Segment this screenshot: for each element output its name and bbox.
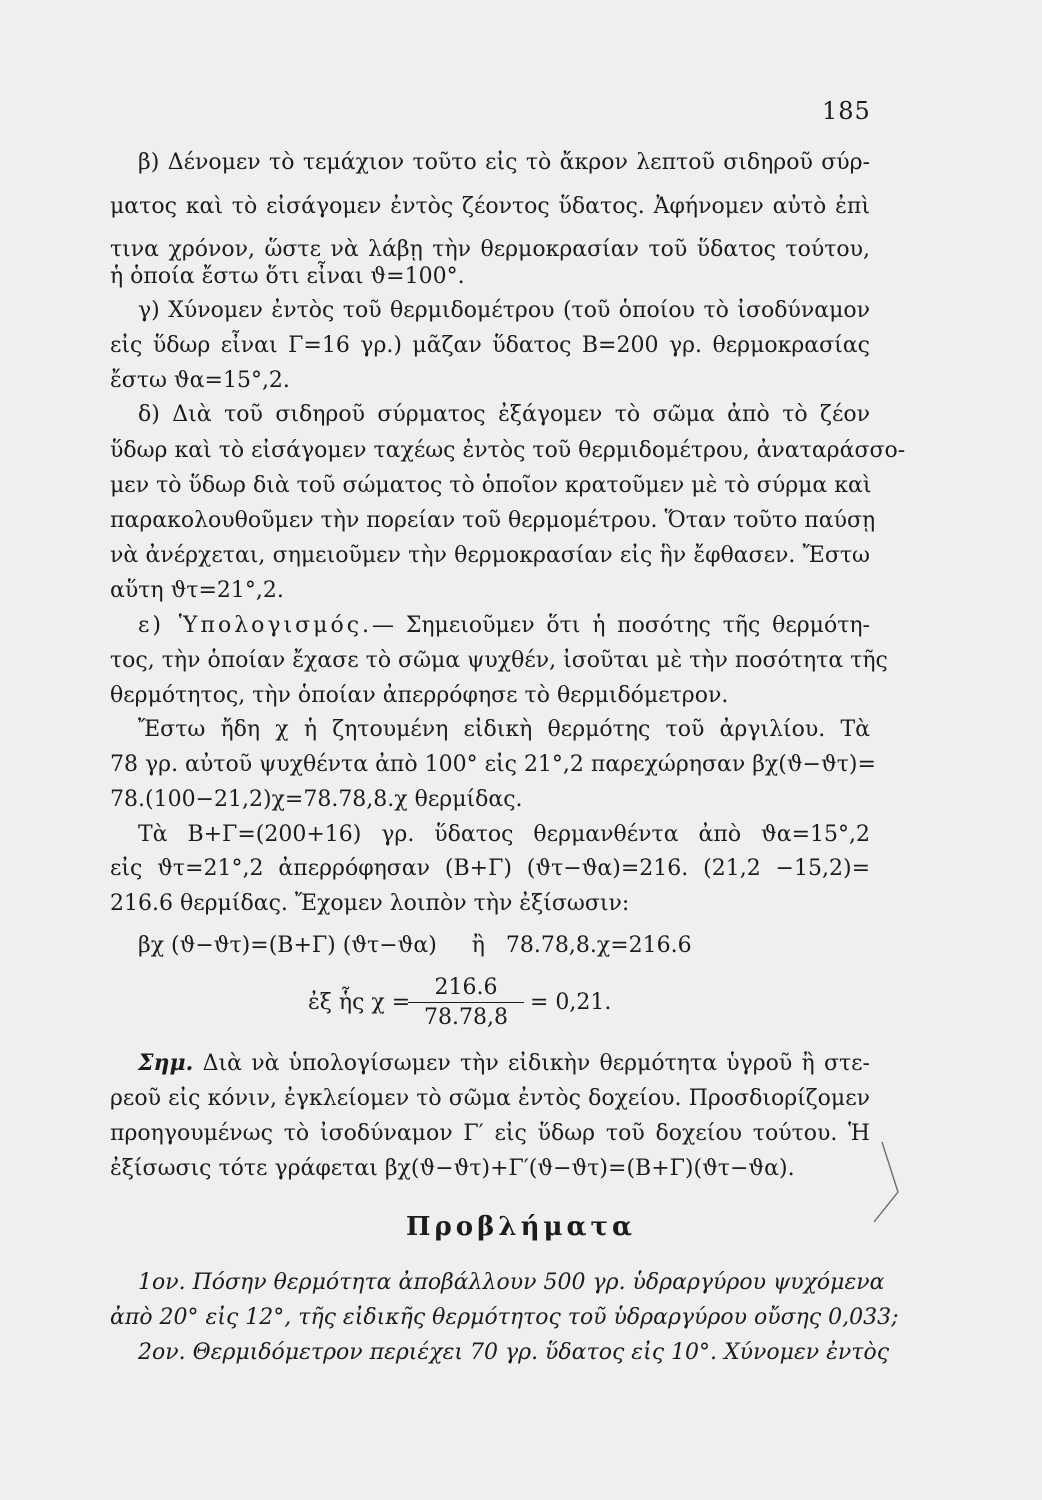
text-line-epsilon: [138, 611, 870, 641]
note-label: Σημ.: [138, 1050, 194, 1076]
text-line: νὰ ἀνέρχεται, σημειοῦμεν τὴν θερμοκρασίαν εἰς ἣν ἔφθασεν. Ἔστω: [110, 543, 870, 568]
section-label: ε) Ὑπολογισμός.: [138, 613, 373, 638]
section-heading: Προβλήματα: [405, 1212, 637, 1242]
text-line: τος, τὴν ὁποίαν ἔχασε τὸ σῶμα ψυχθέν, ἰσοῦται μὲ τὴν ποσότητα τῆς: [110, 648, 888, 673]
text-line: ρεοῦ εἰς κόνιν, ἐγκλείομεν τὸ σῶμα ἐντὸς δοχείου. Προσδιορίζομεν: [110, 1086, 870, 1111]
text-line: ἔστω ϑα=15°,2.: [110, 368, 290, 393]
text-line: τινα χρόνον, ὥστε νὰ λάβῃ τὴν θερμοκρασίαν τοῦ ὕδατος τούτου,: [110, 237, 870, 262]
equation: βχ (ϑ−ϑτ)=(Β+Γ) (ϑτ−ϑα) ἢ 78.78,8.χ=216.6: [138, 933, 692, 958]
text-line: Ἔστω ἤδη χ ἡ ζητουμένη εἰδικὴ θερμότης τοῦ ἀργιλίου. Τὰ: [138, 717, 870, 742]
text-line: δ) Διὰ τοῦ σιδηροῦ σύρματος ἐξάγομεν τὸ σῶμα ἀπὸ τὸ ζέον: [138, 402, 870, 427]
text-line: εἰς ὕδωρ εἶναι Γ=16 γρ.) μᾶζαν ὕδατος Β=200 γρ. θερμοκρασίας: [110, 333, 870, 358]
text-line: 78.(100−21,2)χ=78.78,8.χ θερμίδας.: [110, 787, 523, 812]
text-line: β) Δένομεν τὸ τεμάχιον τοῦτο εἰς τὸ ἄκρον λεπτοῦ σιδηροῦ σύρ-: [138, 150, 870, 175]
text-line: ἡ ὁποία ἔστω ὅτι εἶναι ϑ=100°.: [110, 264, 465, 289]
fraction-numerator: 216.6: [408, 975, 524, 1003]
text-line: ὕδωρ καὶ τὸ εἰσάγομεν ταχέως ἐντὸς τοῦ θερμιδομέτρου, ἀναταράσσο-: [110, 438, 906, 463]
problem-line: ἀπὸ 20° εἰς 12°, τῆς εἰδικῆς θερμότητος τοῦ ὑδραργύρου οὔσης 0,033;: [110, 1305, 899, 1330]
fraction-denominator: 78.78,8: [424, 1005, 508, 1030]
problem-line: 2ον. Θερμιδόμετρον περιέχει 70 γρ. ὕδατος εἰς 10°. Χύνομεν ἐντὸς: [138, 1340, 890, 1365]
text-span: — Σημειοῦμεν ὅτι ἡ ποσότης τῆς θερμότη-: [372, 613, 870, 638]
text-line: μεν τὸ ὕδωρ διὰ τοῦ σώματος τὸ ὁποῖον κρατοῦμεν μὲ τὸ σύρμα καὶ: [110, 473, 872, 498]
text-line: θερμότητος, τὴν ὁποίαν ἀπερρόφησε τὸ θερμιδόμετρον.: [110, 683, 729, 708]
fraction: [408, 975, 524, 1030]
page-number: 185: [822, 97, 871, 125]
text-line: παρακολουθοῦμεν τὴν πορείαν τοῦ θερμομέτρου. Ὅταν τοῦτο παύσῃ: [110, 508, 876, 533]
text-line: 78 γρ. αὐτοῦ ψυχθέντα ἀπὸ 100° εἰς 21°,2 παρεχώρησαν βχ(ϑ−ϑτ)=: [110, 752, 876, 777]
text-line: γ) Χύνομεν ἐντὸς τοῦ θερμιδομέτρου (τοῦ ὁποίου τὸ ἰσοδύναμον: [138, 298, 870, 323]
text-line: εἰς ϑτ=21°,2 ἀπερρόφησαν (Β+Γ) (ϑτ−ϑα)=216. (21,2 −15,2)=: [110, 856, 870, 881]
text-line: προηγουμένως τὸ ἰσοδύναμον Γ′ εἰς ὕδωρ τοῦ δοχείου τούτου. Ἡ: [110, 1121, 870, 1146]
text-line: ἐξίσωσις τότε γράφεται βχ(ϑ−ϑτ)+Γ′(ϑ−ϑτ)=(Β+Γ)(ϑτ−ϑα).: [110, 1156, 795, 1181]
equation-prefix: ἐξ ἧς χ =: [308, 990, 411, 1015]
text-line: αὕτη ϑτ=21°,2.: [110, 578, 284, 603]
text-span: Διὰ νὰ ὑπολογίσωμεν τὴν εἰδικὴν θερμότητα ὑγροῦ ἢ στε-: [193, 1051, 870, 1076]
problem-line: 1ον. Πόσην θερμότητα ἀποβάλλουν 500 γρ. ὑδραργύρου ψυχόμενα: [138, 1270, 885, 1295]
text-line: ματος καὶ τὸ εἰσάγομεν ἐντὸς ζέοντος ὕδατος. Ἀφήνομεν αὐτὸ ἐπὶ: [110, 194, 870, 219]
note-line: [138, 1048, 870, 1079]
text-line: 216.6 θερμίδας. Ἔχομεν λοιπὸν τὴν ἐξίσωσιν:: [110, 891, 630, 916]
equation-result: = 0,21.: [530, 990, 612, 1015]
text-line: Τὰ Β+Γ=(200+16) γρ. ὕδατος θερμανθέντα ἀπὸ ϑα=15°,2: [138, 822, 870, 847]
